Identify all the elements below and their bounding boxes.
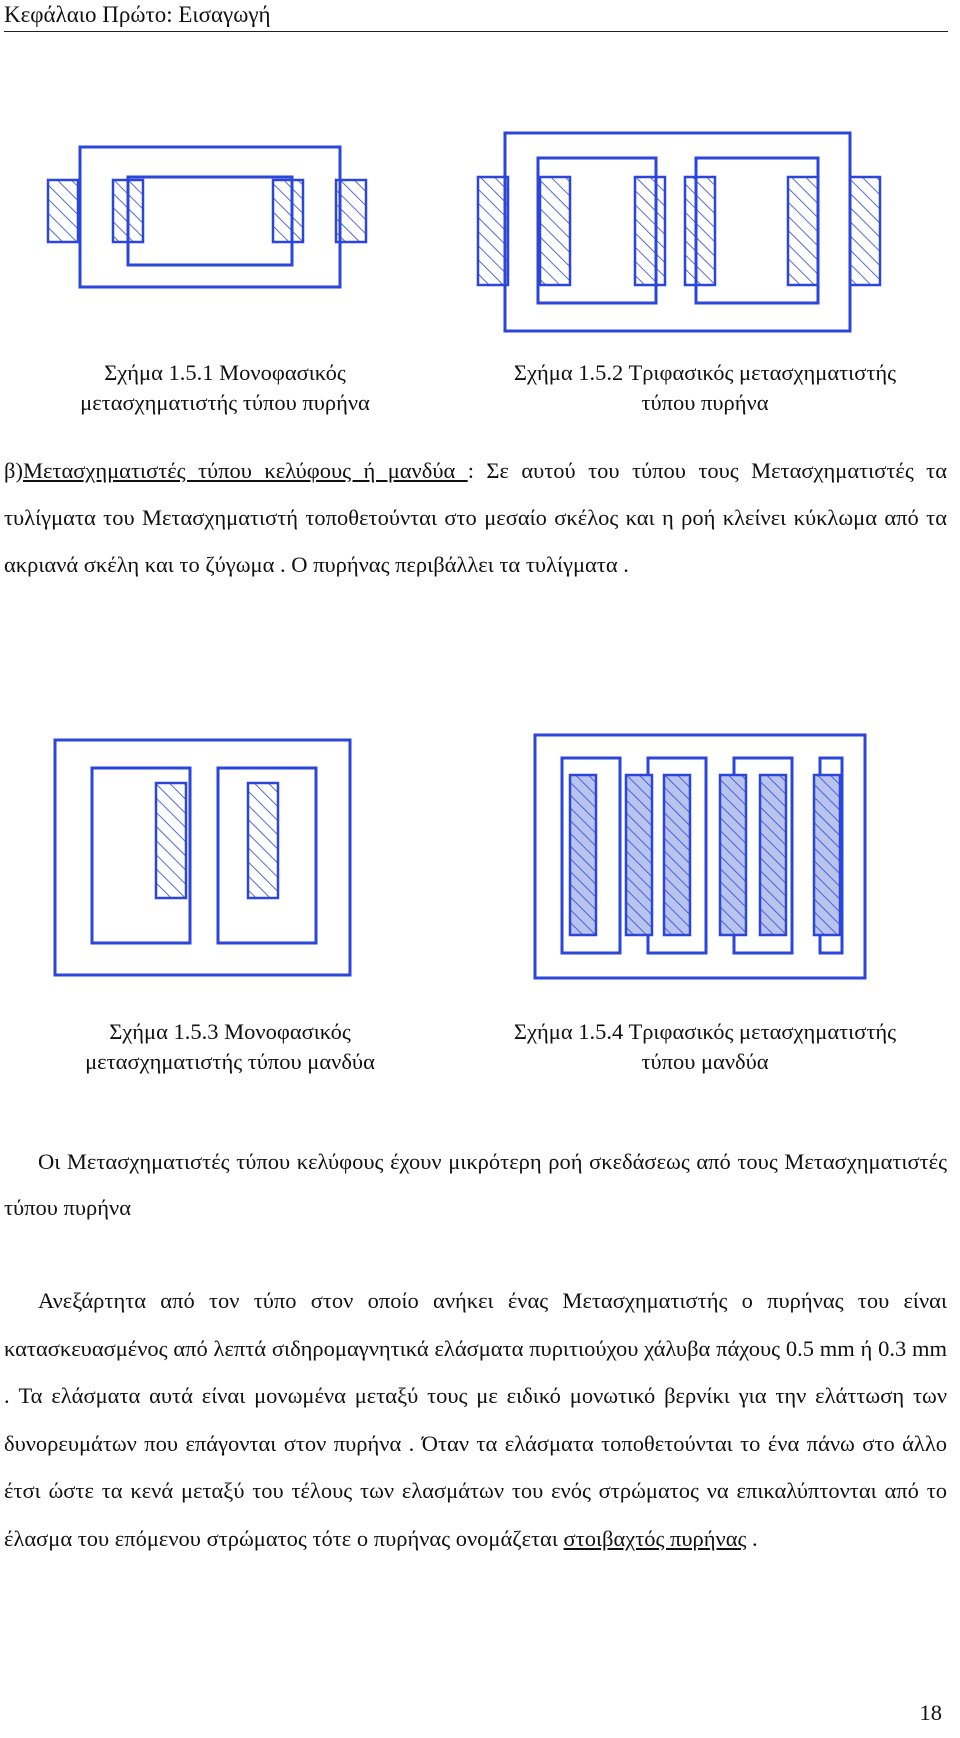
core-window bbox=[128, 177, 292, 265]
core-frame-outer bbox=[55, 740, 350, 975]
figure-1-5-2 bbox=[470, 125, 890, 340]
page-number: 18 bbox=[919, 1700, 942, 1725]
coil-4 bbox=[720, 775, 746, 935]
caption-fig-1-5-1: Σχήμα 1.5.1 Μονοφασικός μετασχηματιστής τύπου πυρήνα bbox=[80, 360, 370, 415]
coil-left-outer bbox=[48, 180, 78, 242]
term-stacked-core: στοιβαχτός πυρήνας bbox=[563, 1525, 747, 1551]
figure-1-5-1 bbox=[40, 135, 380, 300]
coil-left bbox=[156, 783, 186, 898]
paragraph-shell-type: β)Μετασχηματιστές τύπου κελύφους ή μανδύα : Σε αυτού του τύπου τους Μετασχηματιστές τα τυλίγματα του Μετασχηματιστή τοποθετούνται στο μεσαίο σκέλος και η ροή κλείνει κύκλωμα από τα ακριανά σκέλη και το ζύγωμα . Ο πυρήνας περιβάλλει τα τυλίγματα . bbox=[4, 458, 947, 577]
coil-right-inner bbox=[273, 180, 303, 242]
coil-right-outer bbox=[336, 180, 366, 242]
coil-6 bbox=[814, 775, 840, 935]
coil-5 bbox=[788, 177, 818, 285]
coil-2 bbox=[540, 177, 570, 285]
coil-3 bbox=[664, 775, 690, 935]
caption-fig-1-5-3: Σχήμα 1.5.3 Μονοφασικός μετασχηματιστής τύπου μανδύα bbox=[85, 1019, 375, 1074]
paragraph-leakage-flux: Οι Μετασχηματιστές τύπου κελύφους έχουν μικρότερη ροή σκεδάσεως από τους Μετασχηματιστές τύπου πυρήνα bbox=[4, 1149, 947, 1220]
coil-3 bbox=[635, 177, 665, 285]
paragraph-core-laminations: Ανεξάρτητα από τον τύπο στον οποίο ανήκει ένας Μετασχηματιστής ο πυρήνας του είναι κατασκευασμένος από λεπτά σιδηρομαγνητικά ελάσματα πυριτιούχου χάλυβα πάχους 0.5 mm ή 0.3 mm . Τα ελάσματα αυτά είναι μονωμένα μεταξύ τους με ειδικό μονωτικό βερνίκι για την ελάττωση των δυνορευμάτων που επάγονται στον πυρήνα . Όταν τα ελάσματα τοποθετούνται το ένα πάνω στο άλλο έτσι ώστε τα κενά μεταξύ του τέλους των ελασμάτων του ενός στρώματος να επικαλύπτονται από το έλασμα του επόμενου στρώματος τότε ο πυρήνας ονομάζεται στοιβαχτός πυρήνας . bbox=[4, 1288, 947, 1551]
coil-6 bbox=[850, 177, 880, 285]
coil-4 bbox=[685, 177, 715, 285]
coil-left-inner bbox=[113, 180, 143, 242]
chapter-header: Κεφάλαιο Πρώτο: Εισαγωγή bbox=[4, 2, 948, 32]
coil-1 bbox=[570, 775, 596, 935]
caption-fig-1-5-2: Σχήμα 1.5.2 Τριφασικός μετασχηματιστής τύπου πυρήνα bbox=[513, 360, 897, 415]
section-heading-shell: Μετασχηματιστές τύπου κελύφους ή μανδύα bbox=[22, 458, 468, 483]
figure-1-5-4 bbox=[530, 730, 880, 990]
coil-2 bbox=[626, 775, 652, 935]
caption-fig-1-5-4: Σχήμα 1.5.4 Τριφασικός μετασχηματιστής τύπου μανδύα bbox=[513, 1019, 897, 1074]
coil-right bbox=[248, 783, 278, 898]
coil-1 bbox=[478, 177, 508, 285]
figure-1-5-3 bbox=[50, 735, 360, 990]
coil-5 bbox=[760, 775, 786, 935]
